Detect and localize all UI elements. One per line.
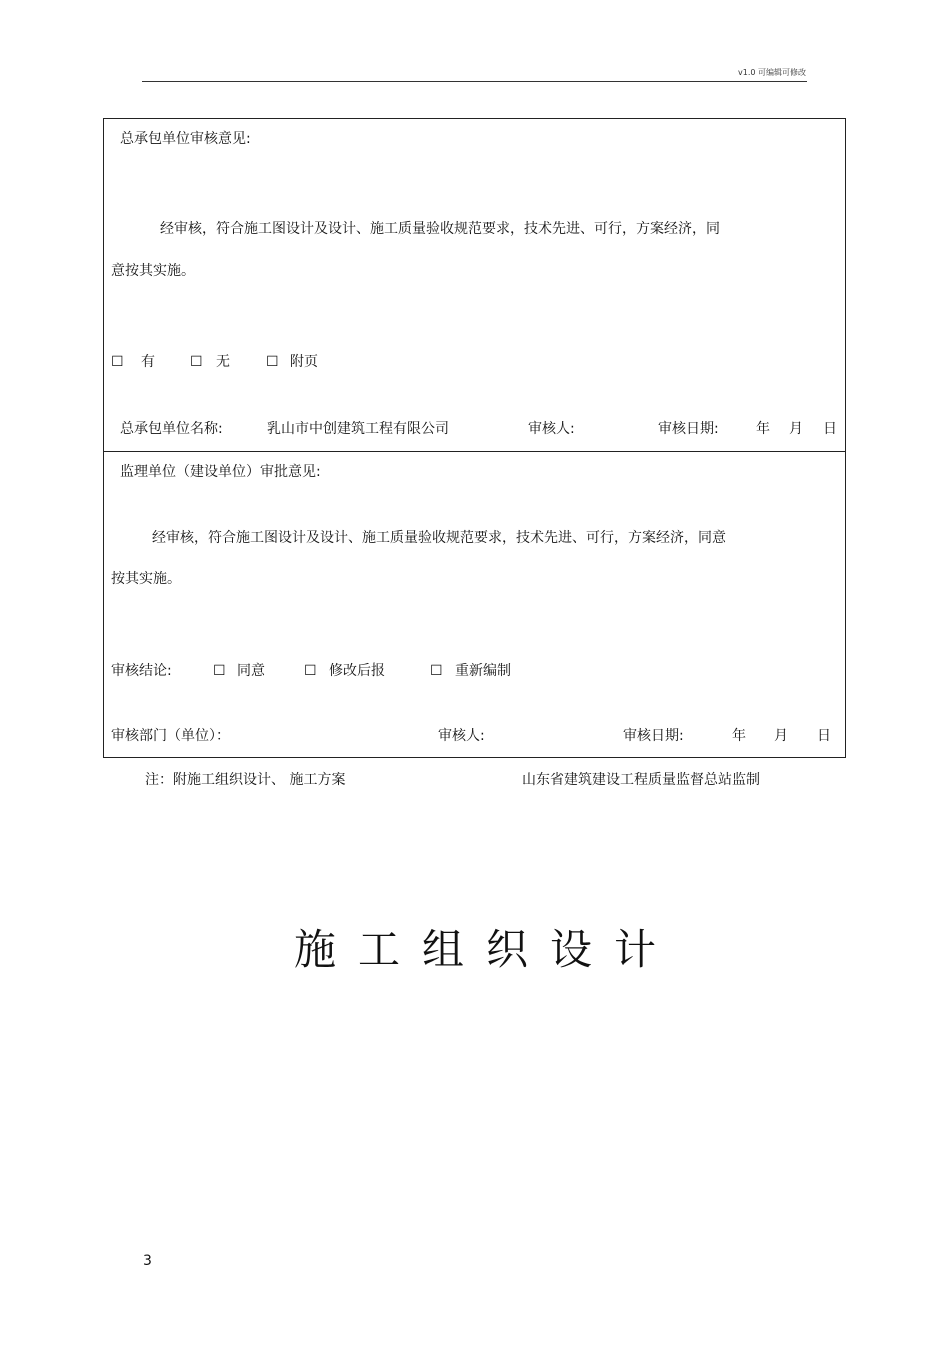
section2-reviewer-label: 审核人: (438, 728, 485, 744)
section1-title: 总承包单位审核意见: (120, 131, 251, 147)
company-name-label: 总承包单位名称: (120, 421, 223, 437)
section2-title: 监理单位（建设单位）审批意见: (120, 464, 321, 480)
checkbox-no[interactable]: ☐ (190, 354, 203, 370)
section1-opinion-line1: 经审核，符合施工图设计及设计、施工质量验收规范要求，技术先进、可行，方案经济，同 (160, 221, 720, 237)
option-revise-label: 修改后报 (329, 663, 385, 679)
company-name-value: 乳山市中创建筑工程有限公司 (267, 421, 449, 437)
option-attachment-label: 附页 (290, 354, 318, 370)
section1-date-label: 审核日期: (658, 421, 719, 437)
section2-month: 月 (774, 728, 788, 744)
main-title: 施工组织设计 (293, 925, 678, 974)
review-dept-label: 审核部门（单位）： (111, 728, 230, 744)
supervisor-approval-box (103, 451, 846, 758)
conclusion-label: 审核结论: (111, 663, 172, 679)
option-no-label: 无 (216, 354, 230, 370)
section2-opinion-line1: 经审核，符合施工图设计及设计、施工质量验收规范要求，技术先进、可行，方案经济，同意 (152, 530, 726, 546)
footnote-attachments: 注：附施工组织设计、 施工方案 (145, 772, 346, 788)
general-contractor-review-box (103, 118, 846, 452)
footnote-issuer: 山东省建筑建设工程质量监督总站监制 (522, 772, 760, 788)
section1-opinion-line2: 意按其实施。 (111, 263, 195, 279)
section1-reviewer-label: 审核人: (528, 421, 575, 437)
section2-day: 日 (817, 728, 831, 744)
page-number: 3 (143, 1253, 152, 1269)
header-divider (142, 81, 807, 82)
checkbox-revise[interactable]: ☐ (304, 663, 317, 679)
option-yes-label: 有 (141, 354, 155, 370)
section2-date-label: 审核日期: (623, 728, 684, 744)
section2-year: 年 (732, 728, 746, 744)
checkbox-recompile[interactable]: ☐ (430, 663, 443, 679)
section1-month: 月 (789, 421, 803, 437)
checkbox-yes[interactable]: ☐ (111, 354, 124, 370)
checkbox-agree[interactable]: ☐ (213, 663, 226, 679)
option-recompile-label: 重新编制 (455, 663, 511, 679)
checkbox-attachment[interactable]: ☐ (266, 354, 279, 370)
section2-opinion-line2: 按其实施。 (111, 571, 181, 587)
section1-day: 日 (823, 421, 837, 437)
option-agree-label: 同意 (237, 663, 265, 679)
header-version-text: v1.0 可编辑可修改 (738, 68, 806, 77)
section1-year: 年 (756, 421, 770, 437)
